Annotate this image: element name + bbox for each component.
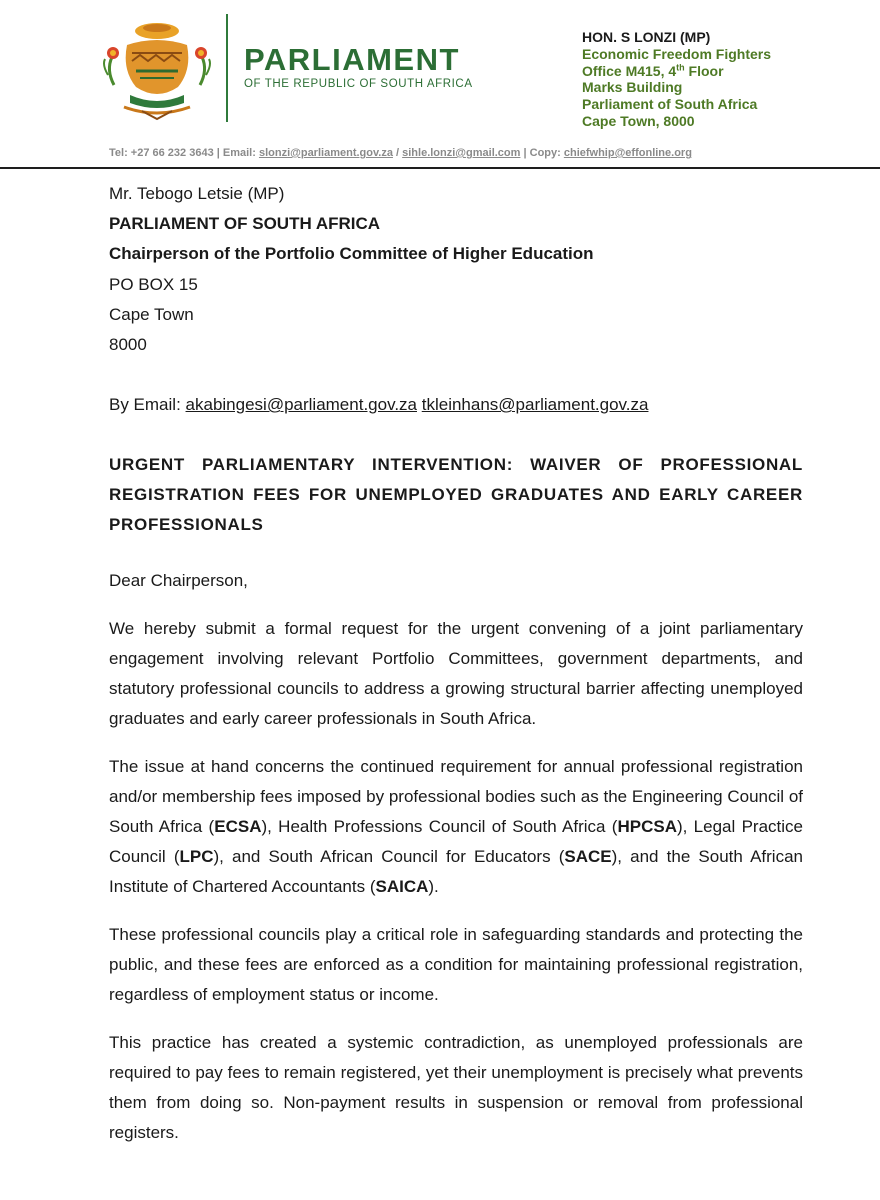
letter-body: [109, 179, 803, 1148]
header-rule: [0, 167, 880, 169]
recipient-city: Cape Town: [109, 304, 194, 324]
p2-lpc: LPC: [179, 847, 214, 867]
contact-copy-email-link[interactable]: chiefwhip@effonline.org: [563, 147, 692, 159]
p2-text-5: ), and the South African Institute of Chartered Accountants (: [109, 847, 803, 897]
sender-building: Marks Building: [582, 79, 683, 96]
brand-subtitle: OF THE REPUBLIC OF SOUTH AFRICA: [244, 78, 473, 90]
paragraph-3: These professional councils play a critical role in safeguarding standards and protecting the public, and these fees are enforced as a condition for maintaining professional registration, regardless of employment status or income.: [109, 925, 803, 1005]
contact-tel: Tel: +27 66 232 3643 | Email:: [109, 147, 259, 159]
sender-office: [582, 63, 771, 80]
p2-text-2: ), Health Professions Council of South Africa (: [261, 817, 618, 837]
sender-office-sup: th: [676, 61, 685, 72]
recipient-address: [109, 179, 803, 360]
recipient-box: PO BOX 15: [109, 274, 198, 294]
by-email-link-2[interactable]: tkleinhans@parliament.gov.za: [421, 395, 649, 415]
recipient-role: Chairperson of the Portfolio Committee of Higher Education: [109, 244, 594, 264]
sender-party: Economic Freedom Fighters: [582, 45, 772, 62]
contact-copy-label: | Copy:: [520, 147, 564, 159]
paragraph-4: This practice has created a systemic contradiction, as unemployed professionals are required to pay fees to remain registered, yet their unemployment is precisely what prevents them from doing so. Non-payment results in suspension or removal from professional registers.: [109, 1033, 803, 1143]
recipient-name: Mr. Tebogo Letsie (MP): [109, 184, 285, 203]
p2-text-4: ), and South African Council for Educators (: [213, 847, 565, 867]
contact-email-link-1[interactable]: slonzi@parliament.gov.za: [258, 147, 393, 159]
letterhead-divider: [226, 14, 228, 122]
contact-line: [109, 147, 692, 159]
recipient-org: PARLIAMENT OF SOUTH AFRICA: [109, 214, 381, 234]
recipient-code: 8000: [109, 334, 147, 354]
parliament-crest-logo: [102, 15, 212, 123]
p2-text-3: ), Legal Practice Council (: [109, 817, 803, 867]
p2-text-1: The issue at hand concerns the continued requirement for annual professional registration and/or membership fees imposed by professional bodies such as the Engineering Council of South Africa (: [109, 757, 803, 837]
by-email-label: By Email:: [109, 395, 186, 415]
parliament-wordmark: [244, 44, 473, 90]
paragraph-1: We hereby submit a formal request for the urgent convening of a joint parliamentary engagement involving relevant Portfolio Committees, government departments, and statutory professional councils to address a growing structural barrier affecting unemployed graduates and early career professionals in South Africa.: [109, 619, 803, 729]
by-email-line: [109, 390, 803, 420]
sender-office-prefix: Office M415, 4: [582, 62, 677, 79]
p2-sace: SACE: [564, 847, 612, 867]
contact-email-link-2[interactable]: sihle.lonzi@gmail.com: [402, 147, 521, 159]
p2-saica: SAICA: [375, 877, 429, 897]
sender-block: [582, 29, 771, 130]
brand-title: PARLIAMENT: [244, 42, 460, 77]
letter-subject: URGENT PARLIAMENTARY INTERVENTION: WAIVER OF PROFESSIONAL REGISTRATION FEES FOR UNEMPLOYED GRADUATES AND EARLY CAREER PROFESSIONALS: [109, 455, 803, 535]
by-email-link-1[interactable]: akabingesi@parliament.gov.za: [185, 395, 417, 415]
sender-city: Cape Town, 8000: [582, 112, 695, 129]
contact-sep: /: [392, 147, 403, 159]
sender-office-suffix: Floor: [684, 62, 724, 79]
p2-hpcsa: HPCSA: [617, 817, 677, 837]
p2-text-6: ).: [428, 877, 439, 897]
paragraph-2: [109, 752, 803, 902]
salutation: Dear Chairperson,: [109, 571, 248, 591]
sender-institution: Parliament of South Africa: [582, 96, 758, 113]
p2-ecsa: ECSA: [214, 817, 262, 837]
sender-name: HON. S LONZI (MP): [582, 29, 711, 45]
